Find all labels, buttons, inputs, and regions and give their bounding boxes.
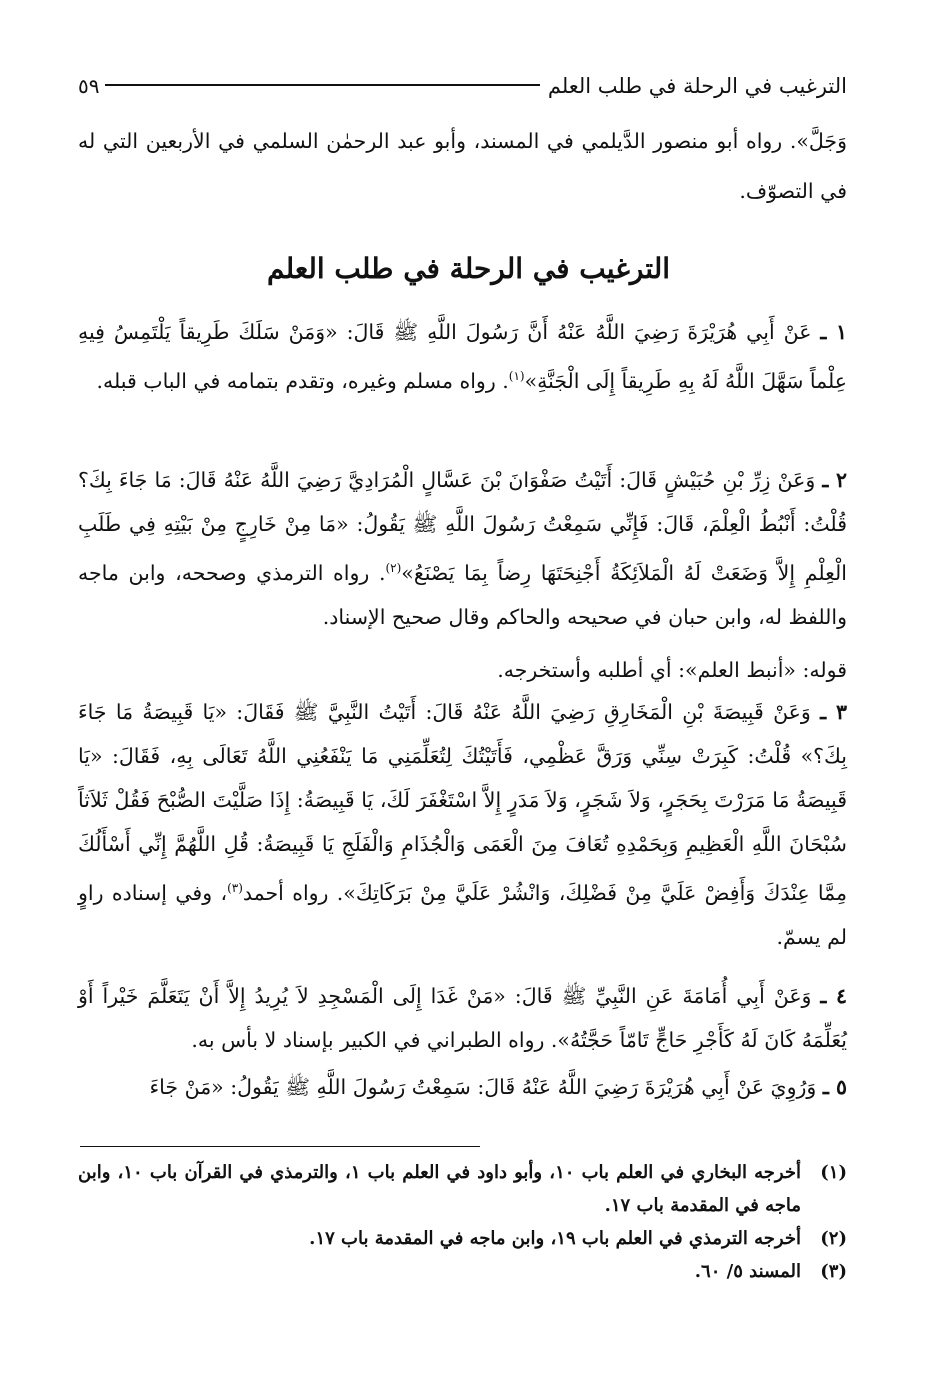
hadith-text: وَرُوِيَ عَنْ أَبِي هُرَيْرَةَ رَضِيَ اللَّهُ عَنْهُ قَالَ: سَمِعْتُ رَسُولَ اللَّهِ ﷺ يَقُولُ: «مَنْ جَاءَ — [149, 1075, 823, 1099]
footnote-item — [78, 1222, 847, 1255]
footnote-marker: (١) — [820, 1162, 847, 1183]
gloss-note — [78, 650, 847, 690]
hadith-4 — [78, 974, 847, 1062]
hadith-text: وَعَنْ قَبِيصَةَ بْنِ الْمَخَارِقِ رَضِيَ اللَّهُ عَنْهُ قَالَ: أَتَيْتُ النَّبِيَّ ﷺ فَقَالَ: «يَا قَبِيصَةُ مَا جَاءَ بِكَ؟» قُلْتُ: كَبِرَتْ سِنِّي وَرَقَّ عَظْمِي، فَأَتَيْتُكَ لِتُعَلِّمَنِي مَا يَنْفَعُنِي اللَّهُ تَعَالَى بِهِ، فَقَالَ: «يَا قَبِيصَةُ مَا مَرَرْتَ بِحَجَرٍ، وَلاَ شَجَرٍ، وَلاَ مَدَرٍ إِلاَّ اسْتَغْفَرَ لَكَ، يَا قَبِيصَةُ: إِذَا صَلَّيْتَ الصُّبْحَ فَقُلْ ثَلاَثاً سُبْحَانَ اللَّهِ الْعَظِيمِ وَبِحَمْدِهِ تُعَافَ مِنَ الْعَمَى وَالْجُذَامِ وَالْفَلَجِ يَا قَبِيصَةُ: قُلِ اللَّهُمَّ إِنِّي أَسْأَلُكَ مِمَّا عِنْدَكَ وَأَفِضْ عَلَيَّ مِنْ فَضْلِكَ، وَانْشُرْ عَلَيَّ مِنْ بَرَكَاتِكَ». رواه أحمد — [78, 700, 847, 905]
continuation-text: وَجَلَّ». رواه أبو منصور الدَّيلمي في المسند، وأبو عبد الرحمٰن السلمي في الأربعين التي له في التصوّف. — [78, 129, 847, 203]
footnote-ref: (٢) — [385, 561, 402, 575]
hadith-number: ١ ـ — [820, 320, 847, 344]
footnote-marker: (٢) — [820, 1228, 847, 1249]
footnote-item — [78, 1156, 847, 1222]
hadith-text: وَعَنْ زِرِّ بْنِ حُبَيْشٍ قَالَ: أَتَيْتُ صَفْوَانَ بْنَ عَسَّالٍ الْمُرَادِيَّ رَضِيَ اللَّهُ عَنْهُ قَالَ: مَا جَاءَ بِكَ؟ قُلْتُ: أَنْبُطُ الْعِلْمَ، قَالَ: فَإِنِّي سَمِعْتُ رَسُولَ اللَّهِ ﷺ يَقُولُ: «مَا مِنْ خَارِجٍ مِنْ بَيْتِهِ فِي طَلَبِ الْعِلْمِ إِلاَّ وَضَعَتْ لَهُ الْمَلاَئِكَةُ أَجْنِحَتَهَا رِضاً بِمَا يَصْنَعُ» — [78, 468, 847, 585]
footnotes — [78, 1156, 847, 1288]
gloss-text: قوله: «أنبط العلم»: أي أطلبه وأستخرجه. — [497, 658, 847, 682]
footnote-ref: (٣) — [227, 881, 243, 895]
hadith-text: عَنْ أَبِي هُرَيْرَةَ رَضِيَ اللَّهُ عَنْهُ أَنَّ رَسُولَ اللَّهِ ﷺ قَالَ: «وَمَنْ سَلَكَ طَرِيقاً يَلْتَمِسُ فِيهِ عِلْماً سَهَّلَ اللَّهُ لَهُ بِهِ طَرِيقاً إِلَى الْجَنَّةِ» — [78, 320, 847, 393]
hadith-1 — [78, 310, 847, 403]
footnote-text: المسند ٥/ ٦٠. — [694, 1261, 801, 1282]
hadith-number: ٤ ـ — [820, 984, 847, 1008]
hadith-source: ، وفي إسناده راوٍ لم يسمّ. — [78, 880, 847, 949]
footnote-ref: (١) — [508, 369, 525, 383]
footnote-text: أخرجه البخاري في العلم باب ١٠، وأبو داود في العلم باب ١، والترمذي في القرآن باب ١٠، وابن ماجه في المقدمة باب ١٧. — [78, 1162, 801, 1216]
hadith-3 — [78, 690, 847, 959]
header-rule — [105, 84, 539, 86]
hadith-number: ٢ ـ — [822, 468, 847, 492]
continuation-paragraph — [78, 116, 847, 216]
footnote-text: أخرجه الترمذي في العلم باب ١٩، وابن ماجه في المقدمة باب ١٧. — [309, 1228, 801, 1249]
footnote-item — [78, 1255, 847, 1288]
hadith-2 — [78, 458, 847, 639]
hadith-text: وَعَنْ أَبِي أُمَامَةَ عَنِ النَّبِيِّ ﷺ قَالَ: «مَنْ غَدَا إِلَى الْمَسْجِدِ لاَ يُرِيدُ إِلاَّ أَنْ يَتَعَلَّمَ خَيْراً أَوْ يُعَلِّمَهُ كَانَ لَهُ كَأَجْرِ حَاجٍّ تَامّاً حَجَّتُهُ». رواه الطبراني في الكبير بإسناد لا بأس به. — [78, 984, 847, 1052]
running-title: الترغيب في الرحلة في طلب العلم — [547, 74, 847, 98]
hadith-5 — [78, 1065, 847, 1109]
hadith-source: . رواه مسلم وغيره، وتقدم بتمامه في الباب قبله. — [96, 368, 509, 393]
hadith-number: ٥ ـ — [822, 1075, 847, 1099]
footnote-divider — [80, 1146, 480, 1147]
page-number: ٥٩ — [78, 74, 100, 98]
footnote-marker: (٣) — [820, 1261, 847, 1282]
section-heading: الترغيب في الرحلة في طلب العلم — [266, 252, 671, 285]
running-header — [78, 62, 847, 98]
hadith-number: ٣ ـ — [820, 700, 847, 724]
hadith-source: . رواه الترمذي وصححه، وابن ماجه واللفظ له، وابن حبان في صحيحه والحاكم وقال صحيح الإسناد. — [78, 560, 847, 629]
